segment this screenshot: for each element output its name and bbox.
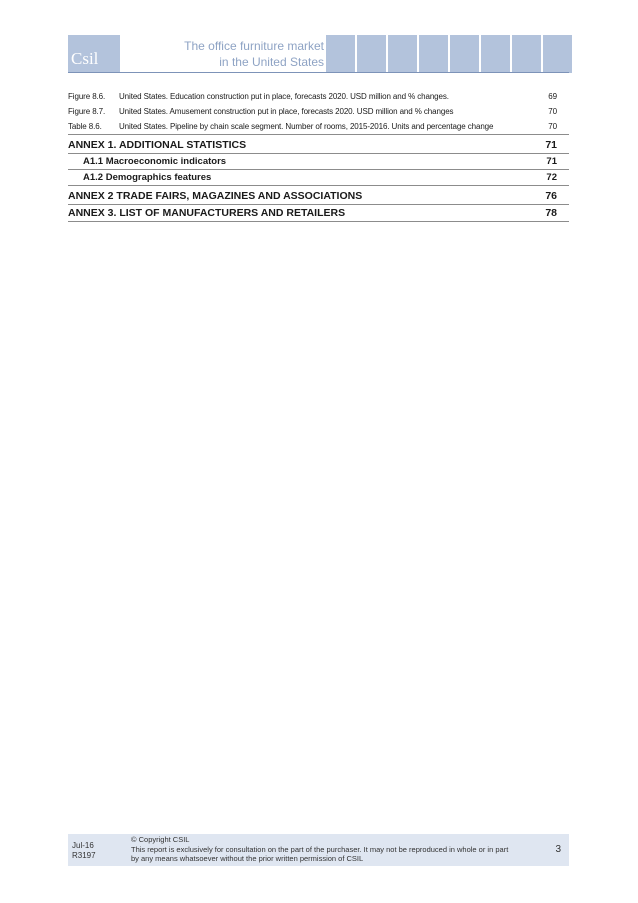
title-line-2: in the United States bbox=[219, 55, 324, 69]
decor-square bbox=[512, 35, 541, 73]
figure-caption: United States. Education construction put in place, forecasts 2020. USD million and % changes. bbox=[119, 91, 449, 101]
footer-meta bbox=[72, 841, 96, 861]
toc-subsection[interactable] bbox=[68, 170, 569, 185]
decor-square bbox=[450, 35, 479, 73]
csil-logo bbox=[68, 35, 120, 73]
decor-square bbox=[481, 35, 510, 73]
disclaimer-text: This report is exclusively for consultation on the part of the purchaser. It may not be reproduced in whole or in part by any means whatsoever without the prior written permission of CSIL bbox=[131, 844, 509, 863]
toc-table-entry[interactable] bbox=[68, 119, 569, 134]
page-number: 70 bbox=[548, 106, 557, 116]
toc-annex-2[interactable] bbox=[68, 188, 569, 204]
toc-annex-3[interactable] bbox=[68, 205, 569, 221]
decor-square bbox=[419, 35, 448, 73]
decor-square bbox=[543, 35, 572, 73]
figure-label: Figure 8.6. bbox=[68, 91, 106, 101]
subsection-title: A1.2 Demographics features bbox=[83, 172, 212, 183]
page-footer bbox=[68, 834, 569, 866]
page-number: 76 bbox=[545, 190, 557, 202]
decor-square bbox=[326, 35, 355, 73]
page-number: 78 bbox=[545, 207, 557, 219]
title-line-1: The office furniture market bbox=[184, 39, 324, 53]
table-of-contents bbox=[68, 89, 569, 222]
footer-report-code: R3197 bbox=[72, 851, 96, 860]
footer-page-number: 3 bbox=[555, 844, 561, 855]
table-caption: United States. Pipeline by chain scale segment. Number of rooms, 2015-2016. Units and percentage change bbox=[119, 121, 494, 131]
divider bbox=[68, 221, 569, 222]
header-divider bbox=[68, 72, 569, 73]
page-number: 69 bbox=[548, 91, 557, 101]
annex-title: ANNEX 1. ADDITIONAL STATISTICS bbox=[68, 139, 247, 151]
annex-title: ANNEX 2 TRADE FAIRS, MAGAZINES AND ASSOCIATIONS bbox=[68, 190, 363, 202]
copyright-text: © Copyright CSIL bbox=[131, 835, 190, 844]
decor-square bbox=[388, 35, 417, 73]
decor-square bbox=[357, 35, 386, 73]
page-number: 71 bbox=[546, 156, 557, 167]
page-header bbox=[68, 35, 569, 73]
figure-caption: United States. Amusement construction put in place, forecasts 2020. USD million and % changes bbox=[119, 106, 454, 116]
footer-notice bbox=[131, 835, 511, 864]
page-number: 71 bbox=[545, 139, 557, 151]
annex-title: ANNEX 3. LIST OF MANUFACTURERS AND RETAILERS bbox=[68, 207, 346, 219]
document-title bbox=[184, 38, 324, 70]
page-number: 72 bbox=[546, 172, 557, 183]
subsection-title: A1.1 Macroeconomic indicators bbox=[83, 156, 227, 167]
toc-annex-1[interactable] bbox=[68, 137, 569, 153]
header-decoration bbox=[326, 35, 572, 73]
footer-date: Jul-16 bbox=[72, 841, 94, 850]
table-label: Table 8.6. bbox=[68, 121, 102, 131]
figure-label: Figure 8.7. bbox=[68, 106, 106, 116]
toc-figure-entry[interactable] bbox=[68, 104, 569, 119]
toc-figure-entry[interactable] bbox=[68, 89, 569, 104]
logo-text: Csil bbox=[71, 49, 99, 68]
toc-subsection[interactable] bbox=[68, 154, 569, 169]
page-number: 70 bbox=[548, 121, 557, 131]
